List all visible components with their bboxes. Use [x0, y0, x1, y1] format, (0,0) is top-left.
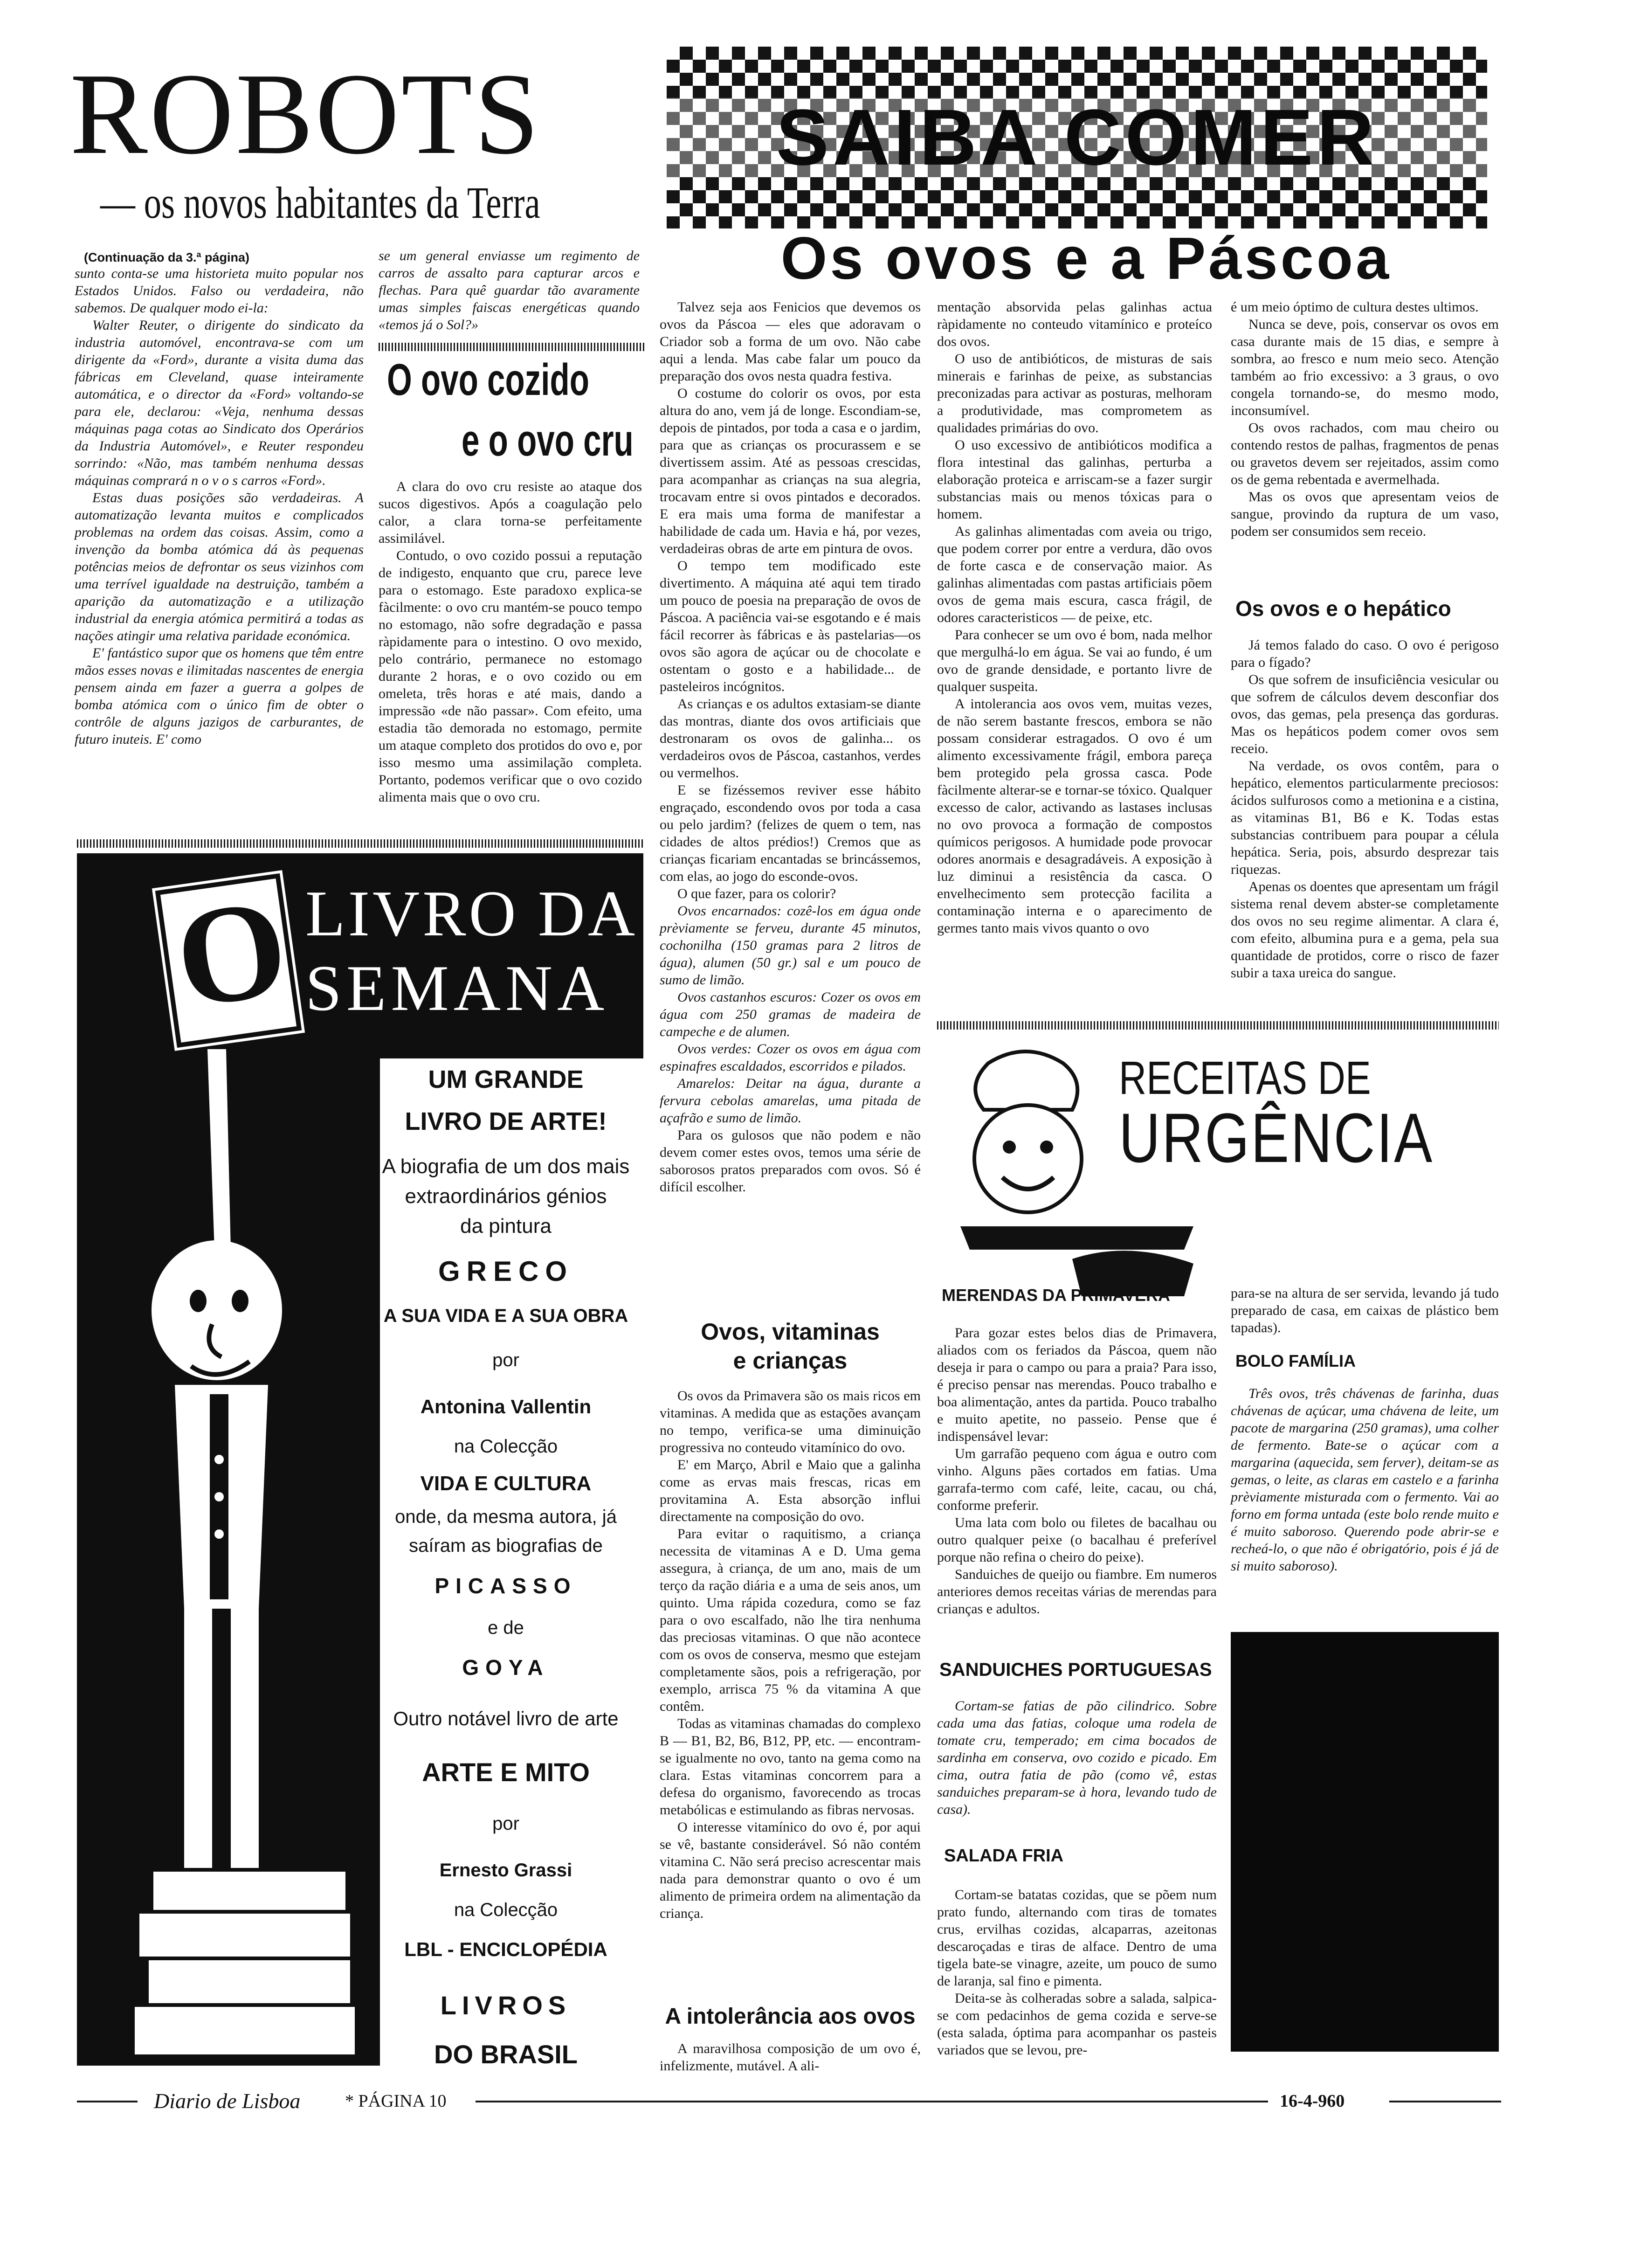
vitaminas-paragraph: E' em Março, Abril e Maio que a galinha come as ervas mais frescas, ricas em provitamina A. Esta absorção influi directamente na composição do ovo. [660, 1457, 921, 1524]
ovos-paragraph: O uso excessivo de antibióticos modifica a flora intestinal das galinhas, perturba a elaboração proteica e arriscam-se a fazer surgir substancias mais ou menos tóxicas para o homem. [937, 437, 1212, 522]
ovos-paragraph: Ovos verdes: Cozer os ovos em água com espinafres escaldados, escorridos e pilados. [660, 1041, 921, 1074]
livro-ad [77, 853, 643, 2070]
salada-title: SALADA FRIA [944, 1846, 1064, 1866]
vitaminas-body [660, 1387, 921, 1922]
saiba-comer-banner-label: SAIBA COMER [667, 98, 1487, 177]
ovos-paragraph: As galinhas alimentadas com aveia ou trigo, que podem correr por entre a verdura, dão ovos de forte casca e de conservação maior. As galinhas alimentadas com pastas artificiais põem ovos de gema mais escura, casca frágil, de odores caracteristicos — de peixe, etc. [937, 524, 1212, 625]
vitaminas-paragraph: Para evitar o raquitismo, a criança necessita de vitaminas A e D. Uma gema assegura, à criança, de um ano, mais de um terço da ração diária e a uma de seis anos, um quinto. Uma rápida cozedura, como se faz para o ovo escalfado, não lhe tira nenhuma das preciosas vitaminas. O que não acontece com os ovos de conserva, mesmo que estejam completamente sãos, pois a refrigeração, por exemplo, arrisca 75 % da vitamina A que contêm. [660, 1526, 921, 1714]
livro-line: por [492, 1350, 519, 1370]
livro-line: por [492, 1813, 519, 1834]
hepatico-paragraph: Na verdade, os ovos contêm, para o hepático, elementos particularmente preciosos: ácidos sulfurosos como a metionina e a cistina, as vitaminas B1, B6 e K. Todas estas substancias contribuem para poupar a célula hepática. Seria, pois, absurdo desprezar tais riquezas. [1231, 758, 1499, 877]
salada-paragraph: Cortam-se batatas cozidas, que se põem num prato fundo, alternando com tiras de tomates crus, ervilhas cozidas, alcaparras, azeitonas descaroçadas e tiras de alface. Dentro de uma tigela bate-se vinagre, azeite, um pouco de sumo de laranja, sal fino e pimenta. [937, 1887, 1217, 1989]
livro-line: UM GRANDE [428, 1065, 584, 1093]
intolerancia-paragraph: A maravilhosa composição de um ovo é, infelizmente, mutável. A ali- [660, 2041, 921, 2074]
sanduiches-body [937, 1697, 1217, 1818]
vitaminas-paragraph: Os ovos da Primavera são os mais ricos em vitaminas. A medida que as estações avançam no tempo, verifica-se uma diminuição progressiva no conteudo vitamínico do ovo. [660, 1388, 921, 1455]
ovos-paragraph: A intolerancia aos ovos vem, muitas vezes, de não serem bastante frescos, embora se não possam considerar estragados. O ovo é um alimento excessivamente frágil, embora pareça bem protegido pela grossa casca. Pode fàcilmente alterar-se e tornar-se tóxico. Qualquer excesso de calor, activando as lastases inclusas no ovo provoca a formação de compostos químicos perigosos. A humidade pode provocar odores anormais e desagradáveis. A exposição à luz diminui a resistência da casca. O envelhecimento sem protecção facilita a contaminação interna e o aparecimento de germes tanto mais vivos quanto o ovo [937, 696, 1212, 936]
livro-line: onde, da mesma autora, já saíram as biografias de [395, 1507, 617, 1556]
livro-line: ARTE E MITO [422, 1757, 590, 1787]
ovos-paragraph: Ovos castanhos escuros: Cozer os ovos em água com 250 gramas de madeira de campeche e de alumen. [660, 989, 921, 1039]
ovos-col-c [1231, 298, 1499, 540]
hepatico-paragraph: Os que sofrem de insuficiência vesicular ou que sofrem de cálculos devem desconfiar dos ovos, das gemas, pela presença das gorduras. Mas os hepáticos podem comer ovos sem receio. [1231, 672, 1499, 756]
robots-bottom-divider [77, 839, 643, 848]
merendas-paragraph: Uma lata com bolo ou filetes de bacalhau ou outro qualquer peixe (o bacalhau é preferível porque não refina o cheiro do peixe). [937, 1515, 1217, 1565]
receitas-right-col [1231, 1285, 1499, 1336]
ovos-paragraph: O tempo tem modificado este divertimento. A máquina até aqui tem tirado um pouco de poesia na preparação de ovos de Páscoa. A paciência vai-se esgotando e é mais fácil recorrer às fábricas e às pastelarias—os ovos são agora de açúcar ou de chocolate e ostentam o gosto e a habilidade... de pasteleiros incógnitos. [660, 558, 921, 694]
livro-line: Outro notável livro de arte [393, 1708, 619, 1729]
ovo-cozido-paragraph: Contudo, o ovo cozido possui a reputação de indigesto, enquanto que cru, parece leve para o estomago. Este paradoxo explica-se fàcilmente: o ovo cru mantém-se pouco tempo no estomago, não sofre degradação e passa ràpidamente para o intestino. O ovo mexido, pelo contrário, permanece no estomago durante 2 horas, e o ovo cozido ou em omeleta, três horas e até mais, dando a impressão «de não passar». Com efeito, uma estadia tão demorada no estomago, permite um ataque completo dos protidos do ovo e, por isso mesmo uma assimilação completa. Portanto, podemos verificar que o ovo cozido alimenta mais que o ovo cru. [379, 548, 642, 805]
ovos-paragraph: O uso de antibióticos, de misturas de sais minerais e farinhas de peixe, as substancias preconizadas para activar as posturas, melhoram a produtividade, mas comprometem as qualidades primárias do ovo. [937, 351, 1212, 436]
merendas-title: MERENDAS DA PRIMAVERA [942, 1286, 1171, 1305]
saiba-comer-divider [937, 1021, 1499, 1030]
robots-continuation: (Continuação da 3.ª página) [84, 250, 250, 264]
robots-paragraph: Walter Reuter, o dirigente do sindicato da industria automóvel, encontrava-se com um dirigente da «Ford», durante a visita duma das fábricas em Cleveland, quase inteiramente automática, e o director da «Ford» voltando-se para ele, declarou: «Veja, nenhuma dessas máquinas paga cotas ao Sindicato dos Operários da Industria Automóvel», e Reuter respondeu sorrindo: «Não, mas também nenhuma dessas máquinas comprará n o v o s carros «Ford». [75, 318, 364, 488]
vitaminas-title-2: e crianças [733, 1348, 848, 1374]
saiba-comer-headline: Os ovos e a Páscoa [780, 225, 1392, 292]
ovos-paragraph: Para os gulosos que não podem e não devem comer estes ovos, temos uma série de saborosos pratos preparados com ovos. Só é difícil escolher. [660, 1127, 921, 1195]
livro-line: da pintura [460, 1215, 552, 1238]
ovos-paragraph: é um meio óptimo de cultura destes ultimos. [1231, 299, 1479, 315]
footer-date: 16-4-960 [1280, 2091, 1345, 2111]
livro-figure-illustration [91, 1049, 380, 2066]
robots-divider [379, 343, 644, 351]
ovos-paragraph: Mas os ovos que apresentam veios de sangue, provindo da ruptura de um vaso, podem ser consumidos sem receio. [1231, 489, 1499, 539]
livro-line: Antonina Vallentin [420, 1396, 592, 1418]
merendas-body [937, 1324, 1217, 1618]
merendas-paragraph: Para gozar estes belos dias de Primavera, aliados com os feriados da Páscoa, quem não deseja ir para o campo ou para a praia? Para isso, é preciso pensar nas merendas. Pouco trabalho e boa alimentação, antes da partida. Pouco trabalho e muito apetite, no passeio. Pense que é indispensável levar: [937, 1325, 1217, 1444]
ovos-paragraph: Talvez seja aos Fenicios que devemos os ovos da Páscoa — eles que adoravam o Criador sob a forma de um ovo. Não cabe aqui a lenda. Mas cabe falar um pouco da preparação dos ovos nesta quadra festiva. [660, 299, 921, 384]
livro-line: na Colecção [454, 1900, 558, 1920]
footer-rule-left [77, 2101, 138, 2102]
salada-body [937, 1886, 1217, 2059]
livro-line: PICASSO [434, 1574, 577, 1598]
black-advertisement-block [1231, 1632, 1499, 2052]
ovo-cozido-paragraph: A clara do ovo cru resiste ao ataque dos sucos digestivos. Após a coagulação pelo calor, a clara torna-se perfeitamente assimilável. [379, 479, 642, 546]
ovo-cozido-title-1: O ovo cozido [387, 355, 589, 405]
hepatico-paragraph: Apenas os doentes que apresentam um frágil sistema renal devem abster-se completamente dos ovos no seu regime alimentar. A clara é, com efeito, albumina pura e a gema, pela sua quantidade de protidos, corre o risco de fazer subir a taxa ureica do sangue. [1231, 879, 1499, 981]
ovo-cozido-title-2: e o ovo cru [462, 415, 634, 465]
livro-line: LIVROS [440, 1991, 572, 2020]
footer-rule-right [1389, 2101, 1501, 2102]
merendas-paragraph: Um garrafão pequeno com água e outro com vinho. Alguns pães cortados em fatias. Uma garrafa-termo com café, leite, cacau, ou chá, conforme preferir. [937, 1446, 1217, 1513]
robots-subtitle: — os novos habitantes da Terra [100, 178, 540, 228]
hepatico-body [1231, 636, 1499, 982]
ovos-paragraph: O costume do colorir os ovos, por esta altura do ano, vem já de longe. Escondiam-se, depois de pintados, por toda a casa e o jardim, para que as crianças os procurassem e se divertissem assim. Até as pessoas crescidas, para acompanhar as crianças na sua alegria, trocavam entre si ovos pintados e decorados. E era mais uma forma de manifestar a habilidade de cada um. Havia e há, por vezes, verdadeiras obras de arte em pintura de ovos. [660, 386, 921, 556]
robots-title: ROBOTS [70, 49, 541, 179]
livro-o-letter: O [166, 869, 296, 1037]
robots-paragraph: Estas duas posições são verdadeiras. A automatização levanta muitos e complicados problemas na ordem das coisas. Assim, como a invenção da bomba atómica dá às pequenas potências meios de defrontar os seus vizinhos com uma terrível igualdade na destruição, também a aparição da automatização e a utilização industrial da energia atómica permitirá a todas as nações atingir uma relativa paridade económica. [75, 490, 364, 643]
robots-paragraph: se um general enviasse um regimento de carros de assalto para capturar arcos e flechas. Para quê guardar tão avaramente umas simples faiscas energéticas quando «temos já o Sol?» [379, 248, 640, 332]
livro-line: extraordinários génios [405, 1185, 607, 1208]
ovos-paragraph: Os ovos rachados, com mau cheiro ou contendo restos de palhas, fragmentos de penas ou gravetos devem ser rejeitados, assim como os de gema rebentada e avermelhada. [1231, 420, 1499, 487]
livro-title-2: SEMANA [305, 952, 609, 1024]
intolerancia-title: A intolerância aos ovos [665, 2004, 916, 2029]
livro-line: na Colecção [454, 1436, 558, 1457]
footer-paper-name: Diario de Lisboa [154, 2089, 301, 2113]
livro-line: Ernesto Grassi [439, 1860, 572, 1881]
vitaminas-title-1: Ovos, vitaminas [701, 1319, 880, 1345]
robots-col1 [75, 265, 364, 748]
robots-col2 [379, 247, 640, 333]
livro-line: GOYA [462, 1655, 550, 1680]
ovos-paragraph: Nunca se deve, pois, conservar os ovos em casa durante mais de 15 dias, e sempre à sombra, ao fresco e num meio seco. Atenção também ao frio excessivo: a 3 graus, o ovo congela tornando-se, do mesmo modo, inconsumível. [1231, 317, 1499, 418]
ovos-paragraph: As crianças e os adultos extasiam-se diante das montras, diante dos ovos artificiais que destronaram os ovos de galinha... os verdadeiros ovos de Páscoa, castanhos, verdes ou vermelhos. [660, 696, 921, 781]
receitas-title-2: URGÊNCIA [1119, 1099, 1434, 1177]
robots-paragraph: sunto conta-se uma historieta muito popular nos Estados Unidos. Falso ou verdadeira, não sabemos. De qualquer modo ei-la: [75, 266, 364, 316]
ovos-paragraph: O que fazer, para os colorir? [677, 886, 836, 901]
receitas-title-1: RECEITAS DE [1119, 1052, 1371, 1104]
bolo-title: BOLO FAMÍLIA [1235, 1351, 1356, 1370]
livro-line: LBL - ENCICLOPÉDIA [404, 1938, 607, 1960]
receitas-paragraph: para-se na altura de ser servida, levando já tudo preparado de casa, em caixas de plástico bem tapadas). [1231, 1286, 1499, 1335]
salada-paragraph: Deita-se às colheradas sobre a salada, salpica-se com pedacinhos de gema cozida e serve-se (esta salada, óptima para acompanhar os pasteis variados que se levou, pre- [937, 1991, 1217, 2058]
saiba-comer-banner [667, 47, 1487, 228]
hepatico-title: Os ovos e o hepático [1235, 596, 1451, 621]
sanduiches-paragraph: Cortam-se fatias de pão cilindrico. Sobre cada uma das fatias, coloque uma rodela de tomate cru, temperado; em cima bocados de sardinha em conserva, ovo cozido e picado. Em cima, outra fatia de pão (como vê, estas sanduiches preparam-se à hora, levando tudo de casa). [937, 1698, 1217, 1817]
ovos-paragraph: Para conhecer se um ovo é bom, nada melhor que mergulhá-lo em água. Se vai ao fundo, é um ovo de grande densidade, e portanto livre de qualquer suspeita. [937, 627, 1212, 694]
livro-title-1: LIVRO DA [305, 878, 638, 950]
livro-text-block [375, 1040, 636, 2078]
livro-line: A SUA VIDA E A SUA OBRA [383, 1306, 628, 1326]
footer-rule-middle [476, 2101, 1268, 2102]
ovo-cozido-body [379, 478, 642, 806]
intolerancia-body [660, 2040, 921, 2074]
livro-line: LIVRO DE ARTE! [405, 1107, 607, 1135]
livro-line: DO BRASIL [434, 2040, 578, 2069]
vitaminas-paragraph: Todas as vitaminas chamadas do complexo B — B1, B2, B6, B12, PP, etc. — encontram-se igualmente no ovo, tanto na gema como na clara. Estas vitaminas concorrem para a defesa do organismo, favorecendo as trocas metabólicas e estimulando as fibras nervosas. [660, 1716, 921, 1818]
ovos-paragraph: Ovos encarnados: cozê-los em água onde prèviamente se ferveu, durante 45 minutos, cochonilha (150 gramas para 2 litros de água), alumen (50 gr.) sal e um pouco de sumo de limão. [660, 903, 921, 988]
bolo-paragraph: Três ovos, três chávenas de farinha, duas chávenas de açúcar, uma chávena de leite, um pacote de margarina (250 gramas), uma colher de fermento. Bate-se o açúcar com a margarina (aquecida, sem ferver), deitam-se as gemas, o leite, as claras em castelo e a farinha prèviamente misturada com o fermento. Vai ao forno em forma untada (este bolo rende muito e é muito saboroso. Querendo pode abrir-se e recheá-lo, o que não é obrigatório, pois é já de si muito saboroso). [1231, 1386, 1499, 1574]
ovos-paragraph: mentação absorvida pelas galinhas actua ràpidamente no conteudo vitamínico e proteíco dos ovos. [937, 299, 1212, 349]
sanduiches-title: SANDUICHES PORTUGUESAS [939, 1660, 1212, 1680]
ovos-paragraph: E se fizéssemos reviver esse hábito engraçado, escondendo ovos por toda a casa ou pelo jardim? (felizes de quem o tem, nas cidades de altos prédios!) Cremos que as crianças ficariam encantadas se brincássemos, com elas, ao jogo do esconde-ovos. [660, 782, 921, 884]
merendas-paragraph: Sanduiches de queijo ou fiambre. Em numeros anteriores demos receitas várias de merendas para crianças e adultos. [937, 1567, 1217, 1617]
ovos-col-a [660, 298, 921, 1196]
footer-page-number: * PÁGINA 10 [345, 2091, 447, 2111]
livro-line: A biografia de um dos mais [382, 1155, 630, 1178]
livro-line: GRECO [438, 1256, 574, 1287]
ovos-paragraph: Amarelos: Deitar na água, durante a fervura cebolas amarelas, uma pitada de açafrão e sumo de limão. [660, 1076, 921, 1126]
hepatico-paragraph: Já temos falado do caso. O ovo é perigoso para o fígado? [1231, 637, 1499, 670]
livro-line: VIDA E CULTURA [420, 1472, 592, 1495]
ovos-col-b [937, 298, 1212, 937]
robots-paragraph: E' fantástico supor que os homens que têm entre mãos esses novas e ilimitadas nascentes de energia pensem ainda em fazer a guerra a golpes de bomba atómica com o único fim de obter o contrôle de alguns jazigos de carburantes, de futuro inuteis. E' como [75, 645, 364, 747]
livro-line: e de [488, 1618, 524, 1638]
bolo-body [1231, 1385, 1499, 1575]
vitaminas-paragraph: O interesse vitamínico do ovo é, por aqui se vê, bastante considerável. Só não contém vitamina C. Não será preciso acrescentar mais nada para demonstrar quanto o ovo é um alimento de primeira ordem na alimentação da criança. [660, 1819, 921, 1921]
